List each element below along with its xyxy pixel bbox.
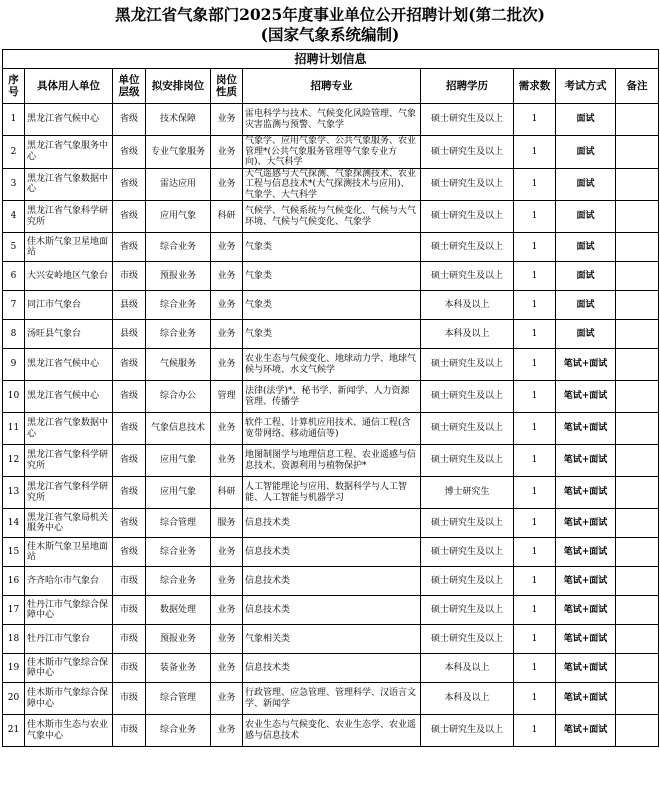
cell-count: 1 [514, 538, 556, 567]
cell-level: 市级 [113, 654, 146, 683]
header-exam: 考试方式 [556, 69, 616, 104]
cell-unit: 佳木斯气象卫星地面站 [25, 538, 113, 567]
cell-note [616, 320, 659, 349]
cell-unit: 佳木斯市气象综合保障中心 [25, 654, 113, 683]
cell-count: 1 [514, 201, 556, 233]
table-row [3, 477, 659, 509]
cell-no: 1 [3, 104, 25, 136]
table-row [3, 349, 659, 381]
cell-level: 省级 [113, 168, 146, 201]
recruitment-table [2, 49, 659, 747]
cell-count: 1 [514, 477, 556, 509]
cell-post: 综合业务 [146, 320, 211, 349]
cell-education: 本科及以上 [421, 291, 514, 320]
cell-education: 硕士研究生及以上 [421, 625, 514, 654]
cell-level: 省级 [113, 136, 146, 169]
cell-level: 省级 [113, 477, 146, 509]
cell-nature: 业务 [211, 262, 243, 291]
cell-post: 技术保障 [146, 104, 211, 136]
table-row [3, 201, 659, 233]
cell-nature: 业务 [211, 567, 243, 596]
cell-no: 2 [3, 136, 25, 169]
cell-education: 硕士研究生及以上 [421, 136, 514, 169]
cell-education: 硕士研究生及以上 [421, 509, 514, 538]
cell-exam: 笔试+面试 [556, 509, 616, 538]
header-level: 单位层级 [113, 69, 146, 104]
cell-exam: 笔试+面试 [556, 567, 616, 596]
cell-count: 1 [514, 654, 556, 683]
cell-nature: 业务 [211, 349, 243, 381]
header-post: 拟安排岗位 [146, 69, 211, 104]
cell-unit: 汤旺县气象台 [25, 320, 113, 349]
cell-count: 1 [514, 715, 556, 747]
cell-exam: 笔试+面试 [556, 715, 616, 747]
cell-education: 本科及以上 [421, 654, 514, 683]
table-row [3, 381, 659, 413]
cell-unit: 黑龙江省气象数据中心 [25, 413, 113, 445]
cell-unit: 牡丹江市气象台 [25, 625, 113, 654]
cell-post: 预报业务 [146, 625, 211, 654]
cell-exam: 面试 [556, 233, 616, 262]
cell-no: 11 [3, 413, 25, 445]
cell-unit: 佳木斯市生态与农业气象中心 [25, 715, 113, 747]
cell-no: 13 [3, 477, 25, 509]
cell-no: 14 [3, 509, 25, 538]
cell-education: 硕士研究生及以上 [421, 349, 514, 381]
cell-count: 1 [514, 349, 556, 381]
cell-major: 农业生态与气候变化、农业生态学、农业遥感与信息技术 [243, 715, 421, 747]
cell-post: 应用气象 [146, 477, 211, 509]
cell-note [616, 596, 659, 625]
cell-exam: 面试 [556, 201, 616, 233]
header-nature: 岗位性质 [211, 69, 243, 104]
table-row [3, 445, 659, 477]
cell-major: 行政管理、应急管理、管理科学、汉语言文学、新闻学 [243, 683, 421, 715]
cell-nature: 管理 [211, 381, 243, 413]
cell-post: 综合业务 [146, 538, 211, 567]
table-row [3, 233, 659, 262]
cell-exam: 笔试+面试 [556, 654, 616, 683]
cell-count: 1 [514, 445, 556, 477]
cell-exam: 笔试+面试 [556, 445, 616, 477]
cell-note [616, 291, 659, 320]
cell-nature: 科研 [211, 477, 243, 509]
cell-note [616, 168, 659, 201]
cell-level: 县级 [113, 291, 146, 320]
cell-nature: 业务 [211, 596, 243, 625]
cell-nature: 业务 [211, 445, 243, 477]
cell-unit: 黑龙江省气象科学研究所 [25, 445, 113, 477]
cell-post: 综合管理 [146, 683, 211, 715]
cell-nature: 科研 [211, 201, 243, 233]
cell-post: 预报业务 [146, 262, 211, 291]
table-row [3, 654, 659, 683]
cell-education: 硕士研究生及以上 [421, 104, 514, 136]
cell-major: 法律(法学)*、秘书学、新闻学、人力资源管理、传播学 [243, 381, 421, 413]
cell-level: 市级 [113, 715, 146, 747]
cell-major: 大气遥感与大气探测、气象探测技术、农业工程与信息技术*(大气探测技术与应用)、气象学、大气科学 [243, 168, 421, 201]
cell-level: 市级 [113, 567, 146, 596]
cell-count: 1 [514, 168, 556, 201]
cell-major: 雷电科学与技术、气候变化风险管理、气象灾害监测与预警、气象学 [243, 104, 421, 136]
cell-major: 信息技术类 [243, 567, 421, 596]
table-row [3, 168, 659, 201]
cell-major: 信息技术类 [243, 509, 421, 538]
table-row [3, 509, 659, 538]
cell-note [616, 715, 659, 747]
cell-no: 18 [3, 625, 25, 654]
cell-nature: 业务 [211, 104, 243, 136]
cell-level: 省级 [113, 509, 146, 538]
cell-unit: 黑龙江省气象服务中心 [25, 136, 113, 169]
table-row [3, 715, 659, 747]
cell-nature: 业务 [211, 168, 243, 201]
cell-no: 3 [3, 168, 25, 201]
cell-nature: 业务 [211, 291, 243, 320]
cell-no: 15 [3, 538, 25, 567]
cell-education: 硕士研究生及以上 [421, 445, 514, 477]
cell-no: 12 [3, 445, 25, 477]
cell-exam: 笔试+面试 [556, 413, 616, 445]
cell-level: 县级 [113, 320, 146, 349]
cell-major: 人工智能理论与应用、数据科学与人工智能、人工智能与机器学习 [243, 477, 421, 509]
cell-exam: 笔试+面试 [556, 349, 616, 381]
cell-count: 1 [514, 381, 556, 413]
cell-nature: 服务 [211, 509, 243, 538]
cell-note [616, 201, 659, 233]
cell-major: 气象类 [243, 233, 421, 262]
table-row [3, 291, 659, 320]
cell-note [616, 477, 659, 509]
cell-unit: 黑龙江省气象科学研究所 [25, 201, 113, 233]
cell-note [616, 445, 659, 477]
table-row [3, 683, 659, 715]
cell-education: 硕士研究生及以上 [421, 596, 514, 625]
header-no: 序号 [3, 69, 25, 104]
cell-level: 省级 [113, 104, 146, 136]
cell-education: 硕士研究生及以上 [421, 413, 514, 445]
cell-unit: 黑龙江省气象局机关服务中心 [25, 509, 113, 538]
cell-note [616, 349, 659, 381]
cell-no: 8 [3, 320, 25, 349]
cell-unit: 黑龙江省气象科学研究所 [25, 477, 113, 509]
cell-exam: 面试 [556, 291, 616, 320]
cell-major: 信息技术类 [243, 596, 421, 625]
cell-post: 综合管理 [146, 509, 211, 538]
cell-note [616, 381, 659, 413]
cell-major: 信息技术类 [243, 538, 421, 567]
cell-post: 综合业务 [146, 715, 211, 747]
cell-note [616, 567, 659, 596]
cell-education: 硕士研究生及以上 [421, 715, 514, 747]
cell-exam: 面试 [556, 320, 616, 349]
cell-exam: 笔试+面试 [556, 683, 616, 715]
cell-count: 1 [514, 509, 556, 538]
cell-level: 省级 [113, 201, 146, 233]
cell-nature: 业务 [211, 654, 243, 683]
document-title: 黑龙江省气象部门2025年度事业单位公开招聘计划(第二批次) [115, 5, 545, 24]
header-note: 备注 [616, 69, 659, 104]
cell-post: 应用气象 [146, 201, 211, 233]
cell-nature: 业务 [211, 233, 243, 262]
cell-level: 市级 [113, 625, 146, 654]
cell-note [616, 413, 659, 445]
cell-count: 1 [514, 233, 556, 262]
cell-unit: 黑龙江省气象数据中心 [25, 168, 113, 201]
cell-count: 1 [514, 291, 556, 320]
cell-exam: 面试 [556, 168, 616, 201]
cell-unit: 大兴安岭地区气象台 [25, 262, 113, 291]
cell-count: 1 [514, 683, 556, 715]
cell-education: 博士研究生 [421, 477, 514, 509]
cell-level: 市级 [113, 262, 146, 291]
cell-count: 1 [514, 136, 556, 169]
cell-no: 7 [3, 291, 25, 320]
cell-level: 省级 [113, 538, 146, 567]
cell-education: 硕士研究生及以上 [421, 262, 514, 291]
cell-note [616, 233, 659, 262]
cell-count: 1 [514, 262, 556, 291]
cell-education: 硕士研究生及以上 [421, 201, 514, 233]
cell-post: 气候服务 [146, 349, 211, 381]
table-row [3, 413, 659, 445]
cell-post: 装备业务 [146, 654, 211, 683]
cell-no: 6 [3, 262, 25, 291]
cell-note [616, 262, 659, 291]
table-row [3, 567, 659, 596]
cell-exam: 面试 [556, 136, 616, 169]
cell-major: 气象类 [243, 291, 421, 320]
section-title: 招聘计划信息 [3, 50, 659, 69]
table-row [3, 104, 659, 136]
table-row [3, 625, 659, 654]
table-row [3, 538, 659, 567]
cell-unit: 佳木斯市气象综合保障中心 [25, 683, 113, 715]
table-header-row [3, 69, 659, 104]
header-count: 需求数 [514, 69, 556, 104]
cell-post: 专业气象服务 [146, 136, 211, 169]
cell-major: 软件工程、计算机应用技术、通信工程(含宽带网络、移动通信等) [243, 413, 421, 445]
cell-no: 16 [3, 567, 25, 596]
cell-exam: 笔试+面试 [556, 477, 616, 509]
table-row [3, 596, 659, 625]
cell-unit: 同江市气象台 [25, 291, 113, 320]
cell-note [616, 625, 659, 654]
cell-nature: 业务 [211, 625, 243, 654]
cell-unit: 黑龙江省气候中心 [25, 104, 113, 136]
cell-level: 省级 [113, 349, 146, 381]
cell-no: 19 [3, 654, 25, 683]
cell-education: 硕士研究生及以上 [421, 567, 514, 596]
cell-major: 气象类 [243, 320, 421, 349]
cell-note [616, 538, 659, 567]
cell-no: 21 [3, 715, 25, 747]
cell-nature: 业务 [211, 538, 243, 567]
cell-major: 农业生态与气候变化、地球动力学、地球气候与环境、水文气候学 [243, 349, 421, 381]
header-unit: 具体用人单位 [25, 69, 113, 104]
cell-note [616, 104, 659, 136]
cell-education: 硕士研究生及以上 [421, 381, 514, 413]
cell-unit: 黑龙江省气候中心 [25, 349, 113, 381]
cell-post: 气象信息技术 [146, 413, 211, 445]
cell-education: 本科及以上 [421, 320, 514, 349]
cell-note [616, 136, 659, 169]
cell-education: 硕士研究生及以上 [421, 233, 514, 262]
table-row [3, 320, 659, 349]
table-row [3, 262, 659, 291]
cell-note [616, 654, 659, 683]
cell-unit: 黑龙江省气候中心 [25, 381, 113, 413]
cell-level: 省级 [113, 445, 146, 477]
cell-no: 9 [3, 349, 25, 381]
cell-count: 1 [514, 625, 556, 654]
cell-major: 地图制图学与地理信息工程、农业遥感与信息技术、资源利用与植物保护* [243, 445, 421, 477]
cell-exam: 笔试+面试 [556, 538, 616, 567]
cell-no: 20 [3, 683, 25, 715]
cell-exam: 面试 [556, 262, 616, 291]
cell-level: 省级 [113, 233, 146, 262]
cell-count: 1 [514, 596, 556, 625]
cell-unit: 牡丹江市气象综合保障中心 [25, 596, 113, 625]
cell-education: 硕士研究生及以上 [421, 168, 514, 201]
cell-count: 1 [514, 104, 556, 136]
cell-post: 综合业务 [146, 291, 211, 320]
cell-count: 1 [514, 320, 556, 349]
cell-exam: 笔试+面试 [556, 381, 616, 413]
cell-nature: 业务 [211, 715, 243, 747]
cell-no: 10 [3, 381, 25, 413]
cell-count: 1 [514, 567, 556, 596]
cell-note [616, 683, 659, 715]
document-subtitle: (国家气象系统编制) [260, 25, 400, 44]
cell-nature: 业务 [211, 413, 243, 445]
cell-level: 省级 [113, 413, 146, 445]
cell-post: 应用气象 [146, 445, 211, 477]
cell-post: 雷达应用 [146, 168, 211, 201]
cell-major: 气象类 [243, 262, 421, 291]
cell-no: 4 [3, 201, 25, 233]
cell-no: 5 [3, 233, 25, 262]
cell-education: 硕士研究生及以上 [421, 538, 514, 567]
cell-unit: 齐齐哈尔市气象台 [25, 567, 113, 596]
cell-post: 数据处理 [146, 596, 211, 625]
cell-major: 气象学、应用气象学、公共气象服务、农业管理*(公共气象服务管理等气象专业方向)、大气科学 [243, 136, 421, 169]
cell-education: 本科及以上 [421, 683, 514, 715]
cell-major: 气候学、气候系统与气候变化、气候与大气环境、气候与气候变化、气象学 [243, 201, 421, 233]
cell-post: 综合业务 [146, 233, 211, 262]
cell-nature: 业务 [211, 683, 243, 715]
cell-unit: 佳木斯气象卫星地面站 [25, 233, 113, 262]
cell-major: 气象相关类 [243, 625, 421, 654]
header-education: 招聘学历 [421, 69, 514, 104]
cell-count: 1 [514, 413, 556, 445]
table-row [3, 136, 659, 169]
table-body [3, 104, 659, 747]
cell-level: 市级 [113, 596, 146, 625]
cell-nature: 业务 [211, 320, 243, 349]
cell-no: 17 [3, 596, 25, 625]
cell-nature: 业务 [211, 136, 243, 169]
cell-post: 综合业务 [146, 567, 211, 596]
cell-note [616, 509, 659, 538]
cell-post: 综合办公 [146, 381, 211, 413]
cell-major: 信息技术类 [243, 654, 421, 683]
cell-exam: 笔试+面试 [556, 625, 616, 654]
cell-level: 省级 [113, 381, 146, 413]
cell-exam: 面试 [556, 104, 616, 136]
cell-exam: 笔试+面试 [556, 596, 616, 625]
cell-level: 市级 [113, 683, 146, 715]
header-major: 招聘专业 [243, 69, 421, 104]
